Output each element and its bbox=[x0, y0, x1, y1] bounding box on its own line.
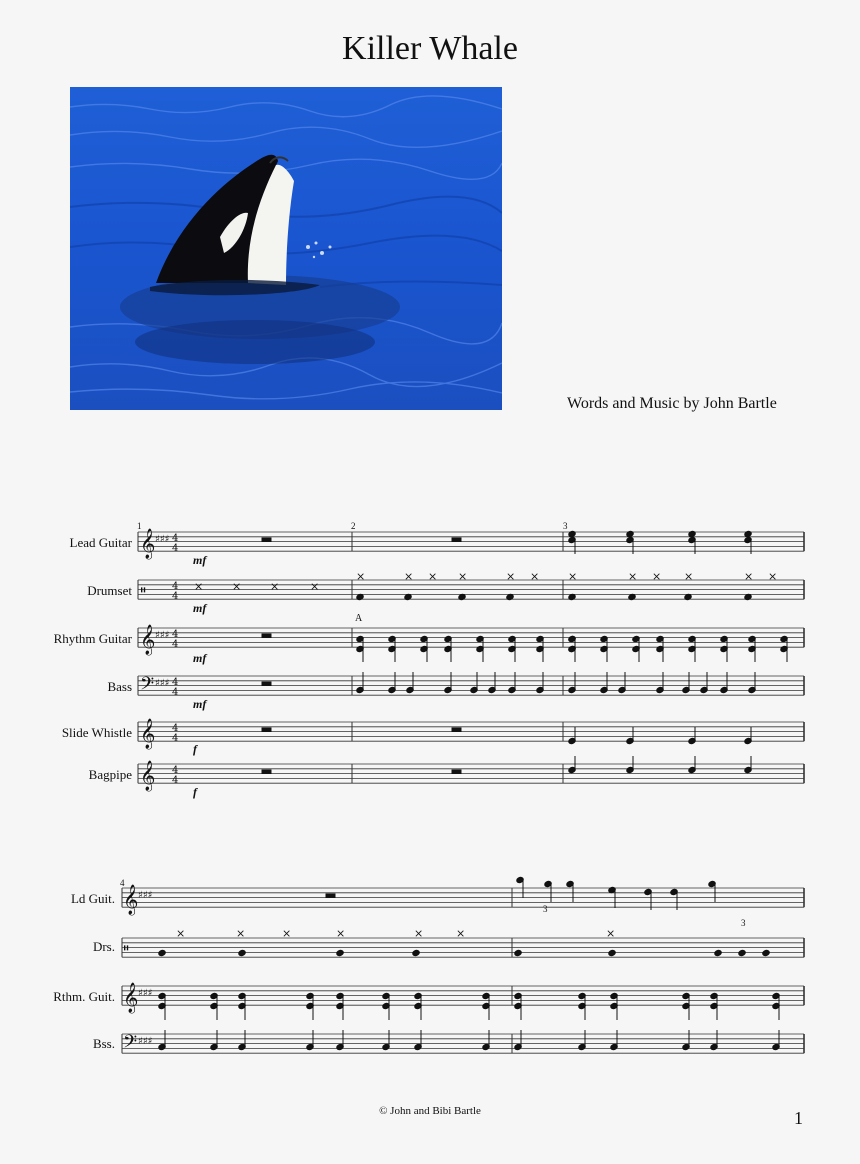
whole-rest bbox=[262, 538, 271, 542]
drum-hit: × bbox=[404, 570, 414, 583]
note-head bbox=[158, 949, 166, 956]
bass-clef: 𝄢 bbox=[140, 674, 155, 699]
drum-hit: × bbox=[194, 580, 204, 593]
note-head bbox=[762, 949, 770, 956]
dynamic-mark: f bbox=[193, 742, 197, 756]
drum-hit: × bbox=[336, 927, 346, 940]
treble-clef: 𝄞 bbox=[140, 719, 156, 749]
drum-hit: × bbox=[282, 927, 292, 940]
measure-number: 4 bbox=[120, 878, 125, 888]
time-signature: 4 bbox=[172, 765, 179, 776]
percussion-clef: 𝄥 bbox=[141, 583, 146, 599]
drum-hit: × bbox=[270, 580, 280, 593]
composer-credit: Words and Music by John Bartle bbox=[567, 395, 777, 412]
note-head bbox=[608, 949, 616, 956]
staff-label-drumset: Drs. bbox=[92, 939, 115, 954]
drum-hit: × bbox=[628, 570, 638, 583]
key-signature: ♯♯♯ bbox=[138, 890, 153, 901]
percussion-clef: 𝄥 bbox=[124, 941, 129, 957]
whole-rest bbox=[262, 634, 271, 638]
measure-number: 2 bbox=[351, 521, 356, 531]
drum-hit: × bbox=[310, 580, 320, 593]
bass-clef: 𝄢 bbox=[123, 1032, 138, 1057]
staff-label-bass: Bass bbox=[107, 679, 132, 694]
whole-rest bbox=[262, 682, 271, 686]
dynamic-mark: mf bbox=[193, 553, 207, 567]
treble-clef: 𝄞 bbox=[123, 983, 139, 1013]
staff-label-lead-guitar: Lead Guitar bbox=[69, 535, 132, 550]
treble-clef: 𝄞 bbox=[140, 761, 156, 791]
drum-hit: × bbox=[458, 570, 468, 583]
time-signature: 4 bbox=[172, 775, 179, 786]
time-signature: 4 bbox=[172, 591, 179, 602]
note-head bbox=[714, 949, 722, 956]
note-head bbox=[738, 949, 746, 956]
drum-hit: × bbox=[176, 927, 186, 940]
note-head bbox=[514, 949, 522, 956]
key-signature: ♯♯♯ bbox=[155, 678, 170, 689]
treble-clef: 𝄞 bbox=[123, 885, 139, 915]
whole-rest bbox=[452, 538, 461, 542]
treble-clef: 𝄞 bbox=[140, 529, 156, 559]
drum-hit: × bbox=[456, 927, 466, 940]
staff-label-lead-guitar: Ld Guit. bbox=[70, 891, 115, 906]
drum-hit: × bbox=[414, 927, 424, 940]
staff-label-bass: Bss. bbox=[92, 1036, 115, 1051]
drum-hit: × bbox=[428, 570, 438, 583]
key-signature: ♯♯♯ bbox=[138, 1036, 153, 1047]
time-signature: 4 bbox=[172, 581, 179, 592]
key-signature: ♯♯♯ bbox=[155, 630, 170, 641]
dynamic-mark: mf bbox=[193, 651, 207, 665]
time-signature: 4 bbox=[172, 687, 179, 698]
note-head bbox=[336, 949, 344, 956]
tuplet-mark: 3 bbox=[741, 918, 746, 928]
time-signature: 4 bbox=[172, 543, 179, 554]
note-head bbox=[412, 949, 420, 956]
note-head bbox=[238, 949, 246, 956]
page-number: 1 bbox=[794, 1108, 803, 1128]
staff-label-slide-whistle: Slide Whistle bbox=[61, 725, 132, 740]
drum-hit: × bbox=[232, 580, 242, 593]
whole-rest bbox=[262, 728, 271, 732]
drum-hit: × bbox=[606, 927, 616, 940]
copyright-notice: © John and Bibi Bartle bbox=[379, 1105, 481, 1117]
key-signature: ♯♯♯ bbox=[138, 988, 153, 999]
drum-hit: × bbox=[568, 570, 578, 583]
note-heads bbox=[158, 530, 788, 1050]
dynamic-mark: mf bbox=[193, 697, 207, 711]
staff-lines bbox=[122, 532, 804, 1053]
tuplet-mark: 3 bbox=[543, 904, 548, 914]
drum-hit: × bbox=[744, 570, 754, 583]
dynamic-mark: mf bbox=[193, 601, 207, 615]
staff-label-bagpipe: Bagpipe bbox=[88, 767, 132, 782]
time-signature: 4 bbox=[172, 723, 179, 734]
time-signature: 4 bbox=[172, 733, 179, 744]
drum-hit: × bbox=[684, 570, 694, 583]
staff-label-drumset: Drumset bbox=[87, 583, 132, 598]
rehearsal-mark: A bbox=[355, 613, 363, 624]
staff-label-rhythm-guitar: Rthm. Guit. bbox=[53, 989, 115, 1004]
time-signature: 4 bbox=[172, 629, 179, 640]
treble-clef: 𝄞 bbox=[140, 625, 156, 655]
whole-rest bbox=[326, 894, 335, 898]
dynamic-mark: f bbox=[193, 785, 197, 799]
drum-hit: × bbox=[236, 927, 246, 940]
time-signature: 4 bbox=[172, 677, 179, 688]
time-signature: 4 bbox=[172, 639, 179, 650]
whole-rest bbox=[452, 728, 461, 732]
whole-rest bbox=[262, 770, 271, 774]
drum-hit: × bbox=[768, 570, 778, 583]
drum-hit: × bbox=[530, 570, 540, 583]
time-signature: 4 bbox=[172, 533, 179, 544]
staff-label-rhythm-guitar: Rhythm Guitar bbox=[53, 631, 132, 646]
drum-hit: × bbox=[652, 570, 662, 583]
clef-symbols bbox=[123, 528, 777, 1057]
measure-number: 1 bbox=[137, 521, 142, 531]
drum-hit: × bbox=[506, 570, 516, 583]
score-title: Killer Whale bbox=[342, 30, 518, 67]
whole-rest bbox=[452, 770, 461, 774]
key-signature: ♯♯♯ bbox=[155, 534, 170, 545]
drum-hit: × bbox=[356, 570, 366, 583]
measure-number: 3 bbox=[563, 521, 568, 531]
